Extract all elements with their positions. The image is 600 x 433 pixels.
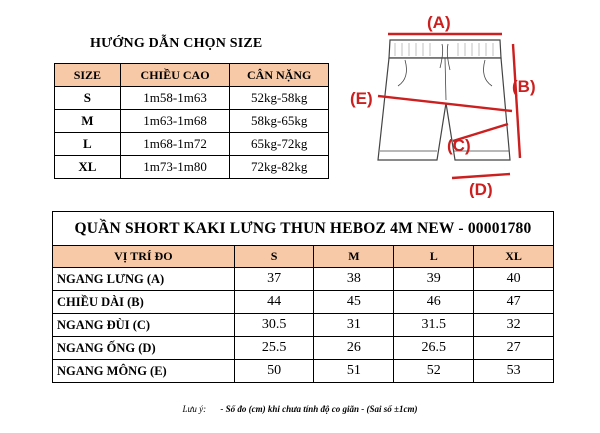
table-row: [55, 87, 329, 110]
position-cell: NGANG ĐÙI (C): [53, 314, 235, 337]
value-cell: 46: [394, 291, 474, 314]
table-row: [55, 156, 329, 179]
height-cell: 1m58-1m63: [120, 87, 230, 110]
measurement-header-row: [53, 246, 554, 268]
footnote: [0, 404, 600, 414]
position-cell: NGANG LƯNG (A): [53, 268, 235, 291]
table-row: [53, 314, 554, 337]
value-cell: 30.5: [234, 314, 314, 337]
value-cell: 38: [314, 268, 394, 291]
value-cell: 31: [314, 314, 394, 337]
label-e: (E): [350, 89, 373, 108]
position-cell: NGANG ỐNG (D): [53, 337, 235, 360]
position-cell: NGANG MÔNG (E): [53, 360, 235, 383]
shorts-measurement-diagram: [350, 8, 550, 198]
value-cell: 39: [394, 268, 474, 291]
value-cell: 27: [474, 337, 554, 360]
table-row: [53, 360, 554, 383]
value-cell: 40: [474, 268, 554, 291]
header-position: VỊ TRÍ ĐO: [53, 246, 235, 268]
size-cell: M: [55, 110, 121, 133]
label-c: (C): [447, 136, 471, 155]
height-cell: 1m68-1m72: [120, 133, 230, 156]
height-cell: 1m63-1m68: [120, 110, 230, 133]
weight-cell: 72kg-82kg: [230, 156, 329, 179]
header-height: CHIỀU CAO: [120, 64, 230, 87]
note-text: - Số đo (cm) khi chưa tính độ co giãn - (Sai số ±1cm): [220, 404, 418, 414]
label-b: (B): [512, 77, 536, 96]
value-cell: 51: [314, 360, 394, 383]
header-size-m: M: [314, 246, 394, 268]
label-a: (A): [427, 13, 451, 32]
size-cell: L: [55, 133, 121, 156]
weight-cell: 58kg-65kg: [230, 110, 329, 133]
value-cell: 45: [314, 291, 394, 314]
size-guide-table: [54, 63, 329, 179]
note-label: Lưu ý:: [182, 404, 207, 414]
size-guide-title: HƯỚNG DẪN CHỌN SIZE: [90, 36, 263, 51]
value-cell: 50: [234, 360, 314, 383]
table-row: [53, 337, 554, 360]
value-cell: 52: [394, 360, 474, 383]
height-cell: 1m73-1m80: [120, 156, 230, 179]
header-size-s: S: [234, 246, 314, 268]
size-cell: S: [55, 87, 121, 110]
length-measure-line: [513, 44, 520, 158]
table-row: [55, 133, 329, 156]
value-cell: 53: [474, 360, 554, 383]
measurement-title-row: [53, 212, 554, 246]
label-d: (D): [469, 180, 493, 198]
header-size-xl: XL: [474, 246, 554, 268]
header-size-l: L: [394, 246, 474, 268]
size-guide-header-row: [55, 64, 329, 87]
value-cell: 47: [474, 291, 554, 314]
leg-opening-measure-line: [452, 174, 510, 178]
header-weight: CÂN NẶNG: [230, 64, 329, 87]
value-cell: 26: [314, 337, 394, 360]
weight-cell: 52kg-58kg: [230, 87, 329, 110]
size-cell: XL: [55, 156, 121, 179]
value-cell: 31.5: [394, 314, 474, 337]
value-cell: 44: [234, 291, 314, 314]
value-cell: 25.5: [234, 337, 314, 360]
weight-cell: 65kg-72kg: [230, 133, 329, 156]
table-row: [53, 291, 554, 314]
table-row: [53, 268, 554, 291]
position-cell: CHIỀU DÀI (B): [53, 291, 235, 314]
measurement-table: [52, 211, 554, 383]
value-cell: 32: [474, 314, 554, 337]
shorts-illustration: [378, 40, 510, 160]
header-size: SIZE: [55, 64, 121, 87]
product-title: QUẦN SHORT KAKI LƯNG THUN HEBOZ 4M NEW - 00001780: [53, 212, 554, 246]
table-row: [55, 110, 329, 133]
value-cell: 26.5: [394, 337, 474, 360]
value-cell: 37: [234, 268, 314, 291]
